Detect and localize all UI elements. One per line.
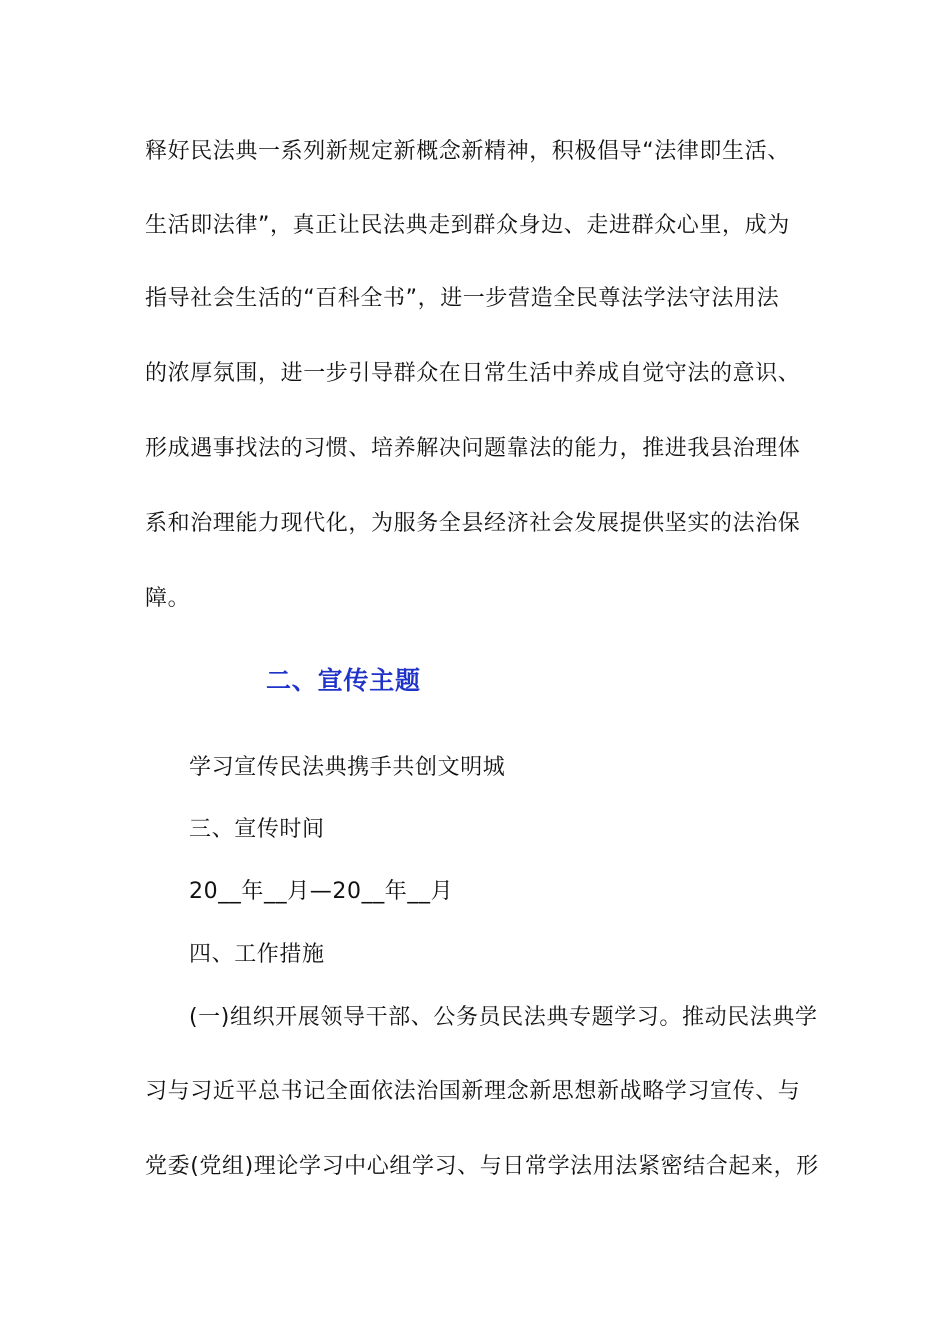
paragraph1-line-2: 生活即法律”，真正让民法典走到群众身边、走进群众心里，成为 bbox=[145, 213, 790, 238]
paragraph1-line-7: 障。 bbox=[145, 586, 191, 611]
section4-line-3: 党委(党组)理论学习中心组学习、与日常学法用法紧密结合起来，形 bbox=[145, 1154, 819, 1179]
section4-heading: 四、工作措施 bbox=[189, 942, 325, 967]
paragraph1-line-5: 形成遇事找法的习惯、培养解决问题靠法的能力，推进我县治理体 bbox=[145, 436, 801, 461]
paragraph1-line-1: 释好民法典一系列新规定新概念新精神，积极倡导“法律即生活、 bbox=[145, 139, 790, 164]
paragraph1-line-6: 系和治理能力现代化，为服务全县经济社会发展提供坚实的法治保 bbox=[145, 511, 801, 536]
section2-theme: 学习宣传民法典携手共创文明城 bbox=[189, 755, 506, 780]
section4-line-2: 习与习近平总书记全面依法治国新理念新思想新战略学习宣传、与 bbox=[145, 1079, 801, 1104]
section2-heading: 二、宣传主题 bbox=[266, 666, 421, 695]
section4-line-1: (一)组织开展领导干部、公务员民法典专题学习。推动民法典学 bbox=[189, 1005, 818, 1030]
paragraph1-line-3: 指导社会生活的“百科全书”，进一步营造全民尊法学法守法用法 bbox=[145, 286, 780, 311]
paragraph1-line-4: 的浓厚氛围，进一步引导群众在日常生活中养成自觉守法的意识、 bbox=[145, 361, 801, 386]
section3-period: 20__年__月—20__年__月 bbox=[189, 879, 454, 904]
section3-heading: 三、宣传时间 bbox=[189, 817, 325, 842]
